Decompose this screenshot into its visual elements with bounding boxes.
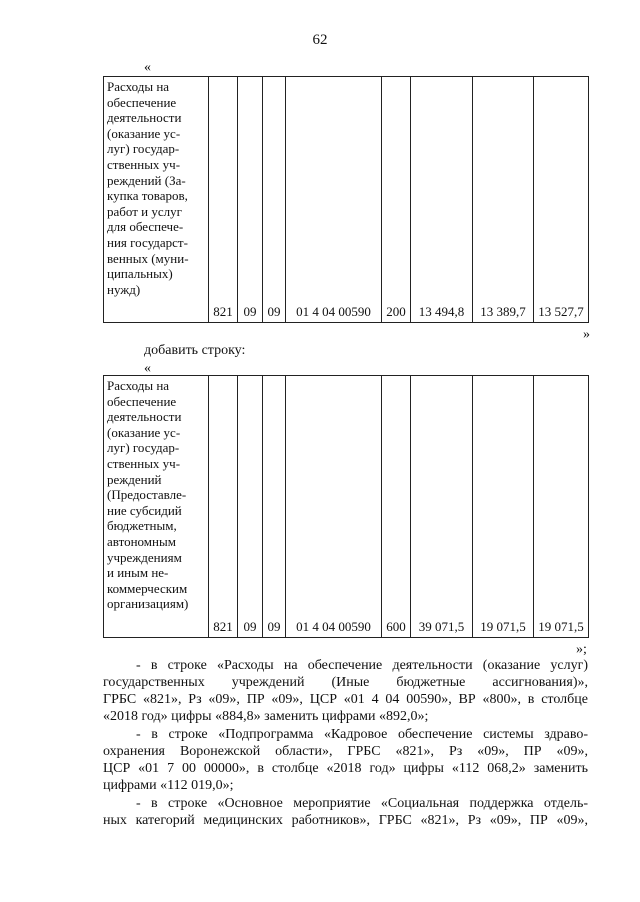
name-line: деятельности [107, 110, 182, 126]
name-line: нужд) [107, 281, 141, 297]
page-number: 62 [312, 32, 328, 48]
csr-cell: 01 4 04 00590 [286, 77, 382, 323]
table-row [104, 376, 589, 638]
budget-table-2 [103, 375, 589, 638]
name-line: обеспечение [107, 393, 177, 409]
name-line: учреждениям [107, 549, 182, 565]
year-2019-cell: 19 071,5 [473, 376, 534, 638]
open-quote-1: « [144, 60, 151, 75]
year-2018-cell: 39 071,5 [411, 376, 473, 638]
year-2020-cell: 13 527,7 [534, 77, 589, 323]
name-line: ственных уч- [107, 455, 181, 471]
rz-cell: 09 [238, 376, 263, 638]
paragraph-line: государственных учреждений (Иные бюджетные ассигнования)», [103, 675, 588, 690]
name-line: организациям) [107, 596, 189, 612]
amendment-paragraph-1 [103, 657, 588, 725]
name-line: деятельности [107, 409, 182, 425]
name-line: реждений [107, 471, 162, 487]
name-line: Расходы на [107, 378, 170, 393]
budget-table-1 [103, 76, 589, 323]
paragraph-line: цифрами «112 019,0»; [103, 778, 234, 793]
name-line: работ и услуг [107, 203, 182, 219]
pr-cell: 09 [263, 77, 286, 323]
rz-cell: 09 [238, 77, 263, 323]
year-2020-cell: 19 071,5 [534, 376, 589, 638]
name-line: обеспечение [107, 94, 177, 110]
name-line: Расходы на [107, 79, 170, 94]
paragraph-line: - в строке «Подпрограмма «Кадровое обеспечение системы здраво- [136, 727, 588, 742]
name-line: ципальных) [107, 266, 173, 282]
paragraph-line: ГРБС «821», Рз «09», ПР «09», ЦСР «01 4 04 00590», ВР «800», в столбце [103, 692, 588, 707]
open-quote-2: « [144, 361, 151, 376]
paragraph-line: «2018 год» цифры «884,8» заменить цифрами «892,0»; [103, 709, 429, 724]
vr-cell: 600 [382, 376, 411, 638]
name-line: коммерческим [107, 580, 188, 596]
name-line: и иным не- [107, 565, 169, 581]
year-2018-cell: 13 494,8 [411, 77, 473, 323]
paragraph-line: охранения Воронежской области», ГРБС «821», Рз «09», ПР «09», [103, 744, 588, 759]
csr-cell: 01 4 04 00590 [286, 376, 382, 638]
grbs-cell: 821 [209, 77, 238, 323]
name-line: ние субсидий [107, 502, 182, 518]
grbs-cell: 821 [209, 376, 238, 638]
name-line: (Предоставле- [107, 487, 187, 503]
name-line: луг) государ- [107, 141, 180, 157]
vr-cell: 200 [382, 77, 411, 323]
close-quote-1: » [583, 327, 590, 342]
name-line: (оказание ус- [107, 424, 181, 440]
add-row-instruction: добавить строку: [144, 343, 246, 358]
name-line: венных (муни- [107, 250, 189, 266]
name-line: ственных уч- [107, 156, 181, 172]
name-line: купка товаров, [107, 188, 188, 204]
amendment-paragraph-2 [103, 726, 588, 794]
paragraph-line: - в строке «Расходы на обеспечение деятельности (оказание услуг) [136, 658, 588, 673]
name-line: автономным [107, 533, 176, 549]
expense-name-cell [104, 77, 209, 323]
close-quote-2: »; [576, 642, 587, 657]
pr-cell: 09 [263, 376, 286, 638]
amendment-paragraph-3 [103, 795, 588, 829]
name-line: реждений (За- [107, 172, 186, 188]
paragraph-line: ных категорий медицинских работников», ГРБС «821», Рз «09», ПР «09», [103, 813, 588, 828]
paragraph-line: ЦСР «01 7 00 00000», в столбце «2018 год» цифры «112 068,2» заменить [103, 761, 588, 776]
paragraph-line: - в строке «Основное мероприятие «Социальная поддержка отдель- [136, 796, 588, 811]
name-line: ния государст- [107, 234, 188, 250]
year-2019-cell: 13 389,7 [473, 77, 534, 323]
name-line: для обеспече- [107, 219, 184, 235]
name-line: (оказание ус- [107, 125, 181, 141]
expense-name-cell [104, 376, 209, 638]
name-line: луг) государ- [107, 440, 180, 456]
name-line: бюджетным, [107, 518, 177, 534]
table-row [104, 77, 589, 323]
